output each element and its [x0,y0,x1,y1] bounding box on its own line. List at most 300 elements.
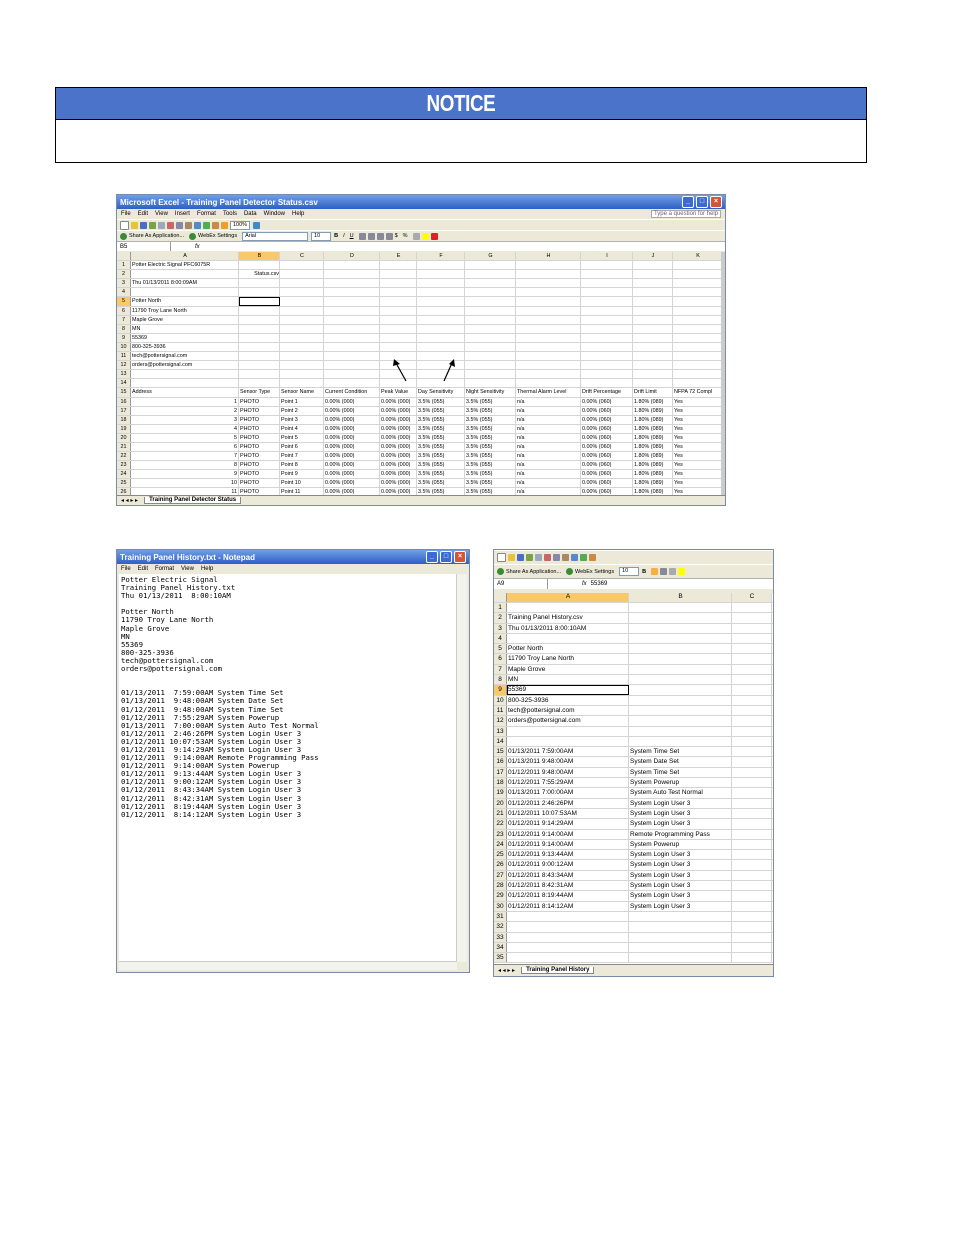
cell[interactable] [239,334,280,342]
cell[interactable]: 800-325-3936 [131,343,239,351]
cell[interactable]: PHOTO [239,398,280,406]
cell[interactable]: Yes [673,425,723,433]
cell[interactable]: PHOTO [239,488,280,496]
cell[interactable] [581,279,633,287]
cell[interactable]: 3.5% (055) [465,479,516,487]
cell[interactable]: 01/12/2011 2:46:26PM [507,799,629,808]
cell[interactable] [633,325,673,333]
cell[interactable]: System Login User 3 [629,819,732,828]
cell[interactable] [465,379,516,387]
cut-icon[interactable] [167,222,174,229]
cell[interactable] [465,316,516,324]
cell[interactable] [732,624,772,633]
column-header[interactable]: I [581,252,633,260]
row-header[interactable]: 22 [117,452,131,460]
row-header[interactable]: 24 [117,470,131,478]
cell[interactable] [673,270,723,278]
cell[interactable] [280,325,324,333]
cell[interactable] [324,361,380,369]
row-header[interactable]: 33 [494,933,507,942]
cell[interactable]: 1.80% (089) [633,461,673,469]
cell[interactable] [633,352,673,360]
row-header[interactable]: 28 [494,881,507,890]
cell[interactable]: 3.5% (055) [417,434,465,442]
cell[interactable]: 55369 [131,334,239,342]
cell[interactable]: 01/12/2011 9:14:00AM [507,830,629,839]
cell[interactable] [581,343,633,351]
share-as-application-button[interactable]: Share As Application... [129,233,185,239]
cell[interactable] [732,716,772,725]
print-icon[interactable] [526,554,533,561]
cell[interactable]: orders@pottersignal.com [507,716,629,725]
row-header[interactable]: 24 [494,840,507,849]
menu-help[interactable]: Help [200,566,214,572]
cell[interactable]: 0.00% (000) [380,407,417,415]
menu-format[interactable]: Format [196,211,216,217]
cell[interactable] [516,297,581,305]
cell[interactable]: 3.5% (055) [417,479,465,487]
cell[interactable] [673,325,723,333]
cell[interactable]: Yes [673,434,723,442]
maximize-button[interactable]: □ [696,196,708,208]
cell[interactable]: n/a [516,398,581,406]
fill-color-icon[interactable] [422,233,429,240]
undo-icon[interactable] [571,554,578,561]
cell[interactable] [732,881,772,890]
align-center-icon[interactable] [660,568,667,575]
cell[interactable] [673,288,723,296]
cell[interactable] [280,370,324,378]
cell[interactable] [280,316,324,324]
cell[interactable]: 3.5% (055) [465,461,516,469]
spell-check-icon[interactable] [158,222,165,229]
row-header[interactable]: 34 [494,943,507,952]
cell[interactable]: n/a [516,434,581,442]
cell[interactable] [633,370,673,378]
menu-insert[interactable]: Insert [174,211,190,217]
cell[interactable]: Point 2 [280,407,324,415]
cell[interactable] [324,334,380,342]
column-header[interactable]: G [465,252,516,260]
cell[interactable] [732,644,772,653]
cell[interactable]: Point 8 [280,461,324,469]
row-header[interactable]: 20 [494,799,507,808]
spell-check-icon[interactable] [535,554,542,561]
select-all-corner[interactable] [117,252,131,260]
cell[interactable] [633,316,673,324]
cell[interactable] [732,912,772,921]
cell[interactable]: PHOTO [239,470,280,478]
cell[interactable] [732,788,772,797]
cell[interactable] [465,270,516,278]
cell[interactable] [581,361,633,369]
cell[interactable] [465,279,516,287]
cell[interactable] [380,288,417,296]
cell[interactable]: PHOTO [239,479,280,487]
cell[interactable] [629,654,732,663]
cell[interactable] [732,891,772,900]
cell[interactable] [581,334,633,342]
cell[interactable] [732,840,772,849]
cell[interactable]: 1.80% (089) [633,407,673,415]
row-header[interactable]: 8 [494,675,507,684]
cell[interactable] [629,737,732,746]
cell[interactable]: System Date Set [629,757,732,766]
row-header[interactable]: 32 [494,922,507,931]
cell[interactable] [633,379,673,387]
cell[interactable] [732,727,772,736]
cell[interactable]: tech@pottersignal.com [131,352,239,360]
cell[interactable] [633,361,673,369]
cell[interactable]: n/a [516,425,581,433]
cell[interactable]: Point 11 [280,488,324,496]
cell[interactable]: Yes [673,488,723,496]
cell[interactable] [507,634,629,643]
cell[interactable]: 0.00% (060) [581,398,633,406]
cell[interactable] [581,270,633,278]
cell[interactable] [633,279,673,287]
cell[interactable] [732,603,772,612]
cell[interactable] [507,912,629,921]
cell[interactable] [732,830,772,839]
cell[interactable]: 01/12/2011 8:19:44AM [507,891,629,900]
cell[interactable] [732,799,772,808]
row-header[interactable]: 11 [117,352,131,360]
cell[interactable] [516,288,581,296]
cell[interactable]: Point 10 [280,479,324,487]
cell[interactable]: 3.5% (055) [465,398,516,406]
cell[interactable]: Thu 01/13/2011 8:00:10AM [507,624,629,633]
cell[interactable] [629,716,732,725]
cell[interactable]: System Time Set [629,747,732,756]
sheet-nav-buttons[interactable]: ◂ ◂ ▸ ▸ [498,968,516,974]
cell[interactable]: System Auto Test Normal [629,788,732,797]
align-center-icon[interactable] [368,233,375,240]
menu-format[interactable]: Format [155,566,175,572]
cell[interactable]: 0.00% (060) [581,416,633,424]
cell[interactable]: 1 [131,398,239,406]
cell[interactable] [507,603,629,612]
cell[interactable] [732,933,772,942]
cell[interactable] [280,352,324,360]
cell[interactable] [673,307,723,315]
menu-view[interactable]: View [181,566,194,572]
cell[interactable]: 0.00% (000) [324,407,380,415]
menu-file[interactable]: File [121,566,131,572]
cell[interactable] [629,727,732,736]
cell[interactable]: 01/12/2011 9:14:29AM [507,819,629,828]
cell[interactable]: 0.00% (060) [581,461,633,469]
cell[interactable]: n/a [516,479,581,487]
cell[interactable] [465,352,516,360]
cell[interactable] [417,325,465,333]
cell[interactable] [417,270,465,278]
cell[interactable]: 01/12/2011 8:43:34AM [507,871,629,880]
autosum-icon[interactable] [580,554,587,561]
formula-input[interactable]: 55369 [590,581,608,587]
cell[interactable] [507,953,629,962]
cell[interactable] [417,261,465,269]
cell[interactable] [417,316,465,324]
close-button[interactable]: × [454,551,466,563]
cell[interactable] [633,261,673,269]
cell[interactable] [673,370,723,378]
cell[interactable] [131,379,239,387]
cell[interactable] [324,352,380,360]
cell[interactable] [732,706,772,715]
cell[interactable] [465,325,516,333]
cell[interactable] [380,279,417,287]
cell[interactable]: 01/13/2011 9:48:00AM [507,757,629,766]
cell[interactable]: 0.00% (000) [324,398,380,406]
cell[interactable]: Point 4 [280,425,324,433]
cell[interactable]: 7 [131,452,239,460]
cell[interactable]: 01/12/2011 9:48:00AM [507,768,629,777]
cell[interactable] [324,307,380,315]
row-header[interactable]: 14 [494,737,507,746]
cell[interactable] [732,922,772,931]
cell[interactable] [673,343,723,351]
row-header[interactable]: 16 [117,398,131,406]
cell[interactable]: 3 [131,416,239,424]
font-name-select[interactable]: Arial [242,232,308,241]
cell[interactable] [732,634,772,643]
cell[interactable]: Yes [673,470,723,478]
cell[interactable] [280,270,324,278]
cell[interactable]: PHOTO [239,452,280,460]
cell[interactable]: 0.00% (060) [581,407,633,415]
menu-data[interactable]: Data [243,211,257,217]
column-header[interactable]: H [516,252,581,260]
cell[interactable] [633,297,673,305]
cell[interactable]: 3.5% (055) [465,443,516,451]
cell[interactable] [239,279,280,287]
cell[interactable] [465,361,516,369]
row-header[interactable]: 3 [117,279,131,287]
excel1-vertical-scrollbar[interactable] [721,252,725,496]
cell[interactable]: Point 5 [280,434,324,442]
cell[interactable]: 3.5% (055) [465,470,516,478]
cell[interactable]: 4 [131,425,239,433]
cell[interactable]: 01/12/2011 10:07:53AM [507,809,629,818]
percent-button[interactable]: % [402,233,408,239]
row-header[interactable]: 18 [117,416,131,424]
cell[interactable] [516,379,581,387]
row-header[interactable]: 6 [117,307,131,315]
cell[interactable]: n/a [516,488,581,496]
notepad-horizontal-scrollbar[interactable] [119,961,457,970]
cell[interactable]: MN [131,325,239,333]
cell[interactable]: Remote Programming Pass [629,830,732,839]
cell[interactable]: System Login User 3 [629,871,732,880]
row-header[interactable]: 8 [117,325,131,333]
cell[interactable]: 800-325-3936 [507,696,629,705]
menu-help[interactable]: Help [292,211,305,217]
row-header[interactable]: 2 [494,613,507,622]
cell[interactable] [280,307,324,315]
cell[interactable] [581,352,633,360]
cell[interactable]: 0.00% (060) [581,452,633,460]
column-header[interactable]: C [732,593,772,602]
cell[interactable]: 3.5% (055) [465,416,516,424]
cell[interactable] [280,279,324,287]
cell[interactable]: 55369 [507,685,629,694]
column-header[interactable]: A [131,252,239,260]
cell[interactable] [380,325,417,333]
cell[interactable] [131,288,239,296]
cell[interactable] [516,370,581,378]
cell[interactable]: 3.5% (055) [417,416,465,424]
cell[interactable]: 8 [131,461,239,469]
cell[interactable]: orders@pottersignal.com [131,361,239,369]
cell[interactable] [239,352,280,360]
cell[interactable]: 01/12/2011 8:42:31AM [507,881,629,890]
cell[interactable] [581,316,633,324]
row-header[interactable]: 10 [494,696,507,705]
cell[interactable] [417,307,465,315]
underline-button[interactable]: U [349,233,354,239]
menu-tools[interactable]: Tools [222,211,237,217]
cell[interactable]: Yes [673,398,723,406]
cell[interactable]: 5 [131,434,239,442]
cell[interactable] [732,860,772,869]
cell[interactable]: 10 [131,479,239,487]
cell[interactable] [324,261,380,269]
cell[interactable]: 0.00% (060) [581,425,633,433]
cell[interactable] [280,379,324,387]
cell[interactable]: Training Panel History.csv [507,613,629,622]
row-header[interactable]: 13 [494,727,507,736]
cell[interactable] [417,288,465,296]
cell[interactable]: 0.00% (000) [324,443,380,451]
cell[interactable] [465,307,516,315]
cell[interactable] [581,297,633,305]
cell[interactable]: System Login User 3 [629,799,732,808]
save-icon[interactable] [517,554,524,561]
cell[interactable]: Status.csv [239,270,280,278]
cell[interactable] [324,297,380,305]
cell[interactable] [280,361,324,369]
cell[interactable] [732,778,772,787]
cell[interactable] [732,871,772,880]
cell[interactable] [516,307,581,315]
cell[interactable] [239,261,280,269]
cell[interactable] [324,379,380,387]
new-icon[interactable] [497,553,506,562]
cell[interactable] [516,325,581,333]
cell[interactable] [380,297,417,305]
cell[interactable] [324,279,380,287]
cell[interactable]: 3.5% (055) [417,398,465,406]
cell[interactable]: 2 [131,407,239,415]
cell[interactable]: tech@pottersignal.com [507,706,629,715]
cell[interactable]: 3.5% (055) [417,470,465,478]
help-icon[interactable] [253,222,260,229]
cell[interactable] [732,737,772,746]
cell[interactable] [673,316,723,324]
minimize-button[interactable]: _ [682,196,694,208]
cell[interactable] [516,352,581,360]
cell[interactable] [732,747,772,756]
column-header[interactable]: J [633,252,673,260]
cell[interactable] [633,334,673,342]
cell[interactable] [417,334,465,342]
borders-icon[interactable] [413,233,420,240]
currency-button[interactable]: $ [394,233,398,239]
cell[interactable]: n/a [516,470,581,478]
row-header[interactable]: 15 [117,388,131,396]
cell[interactable] [239,316,280,324]
paste-icon[interactable] [562,554,569,561]
cell[interactable]: 0.00% (000) [380,398,417,406]
cell[interactable]: 11 [131,488,239,496]
cell[interactable]: 3.5% (055) [417,452,465,460]
cell[interactable]: Yes [673,407,723,415]
cell[interactable]: 0.00% (000) [324,488,380,496]
row-header[interactable]: 29 [494,891,507,900]
cell[interactable]: Yes [673,443,723,451]
sort-icon[interactable] [212,222,219,229]
cell[interactable]: Yes [673,452,723,460]
cell[interactable]: 01/12/2011 8:14:12AM [507,902,629,911]
cell[interactable]: System Login User 3 [629,902,732,911]
maximize-button[interactable]: □ [440,551,452,563]
cell[interactable]: 6 [131,443,239,451]
cell[interactable] [633,343,673,351]
cell[interactable] [581,379,633,387]
row-header[interactable]: 7 [494,665,507,674]
cell[interactable]: 9 [131,470,239,478]
cell[interactable] [507,737,629,746]
cell[interactable]: 0.00% (000) [380,461,417,469]
cell[interactable] [516,361,581,369]
cell[interactable] [732,809,772,818]
cell[interactable] [507,922,629,931]
cell[interactable]: 11790 Troy Lane North [507,654,629,663]
cell[interactable]: 0.00% (000) [380,434,417,442]
cell[interactable] [239,343,280,351]
cell[interactable]: System Powerup [629,778,732,787]
cell[interactable]: 0.00% (060) [581,488,633,496]
cell[interactable] [465,370,516,378]
cell[interactable] [732,665,772,674]
cell[interactable] [516,334,581,342]
cell[interactable]: System Login User 3 [629,860,732,869]
cell[interactable] [673,334,723,342]
row-header[interactable]: 7 [117,316,131,324]
cell[interactable]: n/a [516,443,581,451]
font-size-select[interactable]: 10 [619,567,639,576]
cell[interactable] [732,819,772,828]
cell[interactable] [629,696,732,705]
open-icon[interactable] [508,554,515,561]
column-header[interactable]: E [380,252,417,260]
zoom-select[interactable]: 100% [230,221,250,230]
chart-wizard-icon[interactable] [221,222,228,229]
borders-icon[interactable] [669,568,676,575]
cell[interactable] [633,288,673,296]
italic-button[interactable]: I [343,233,345,239]
cell[interactable] [280,297,324,305]
cell[interactable]: 3.5% (055) [417,443,465,451]
cell[interactable]: 01/12/2011 9:13:44AM [507,850,629,859]
cell[interactable] [629,603,732,612]
cell[interactable] [324,288,380,296]
row-header[interactable]: 3 [494,624,507,633]
row-header[interactable]: 19 [494,788,507,797]
cell[interactable]: 0.00% (000) [324,425,380,433]
cell[interactable] [324,316,380,324]
